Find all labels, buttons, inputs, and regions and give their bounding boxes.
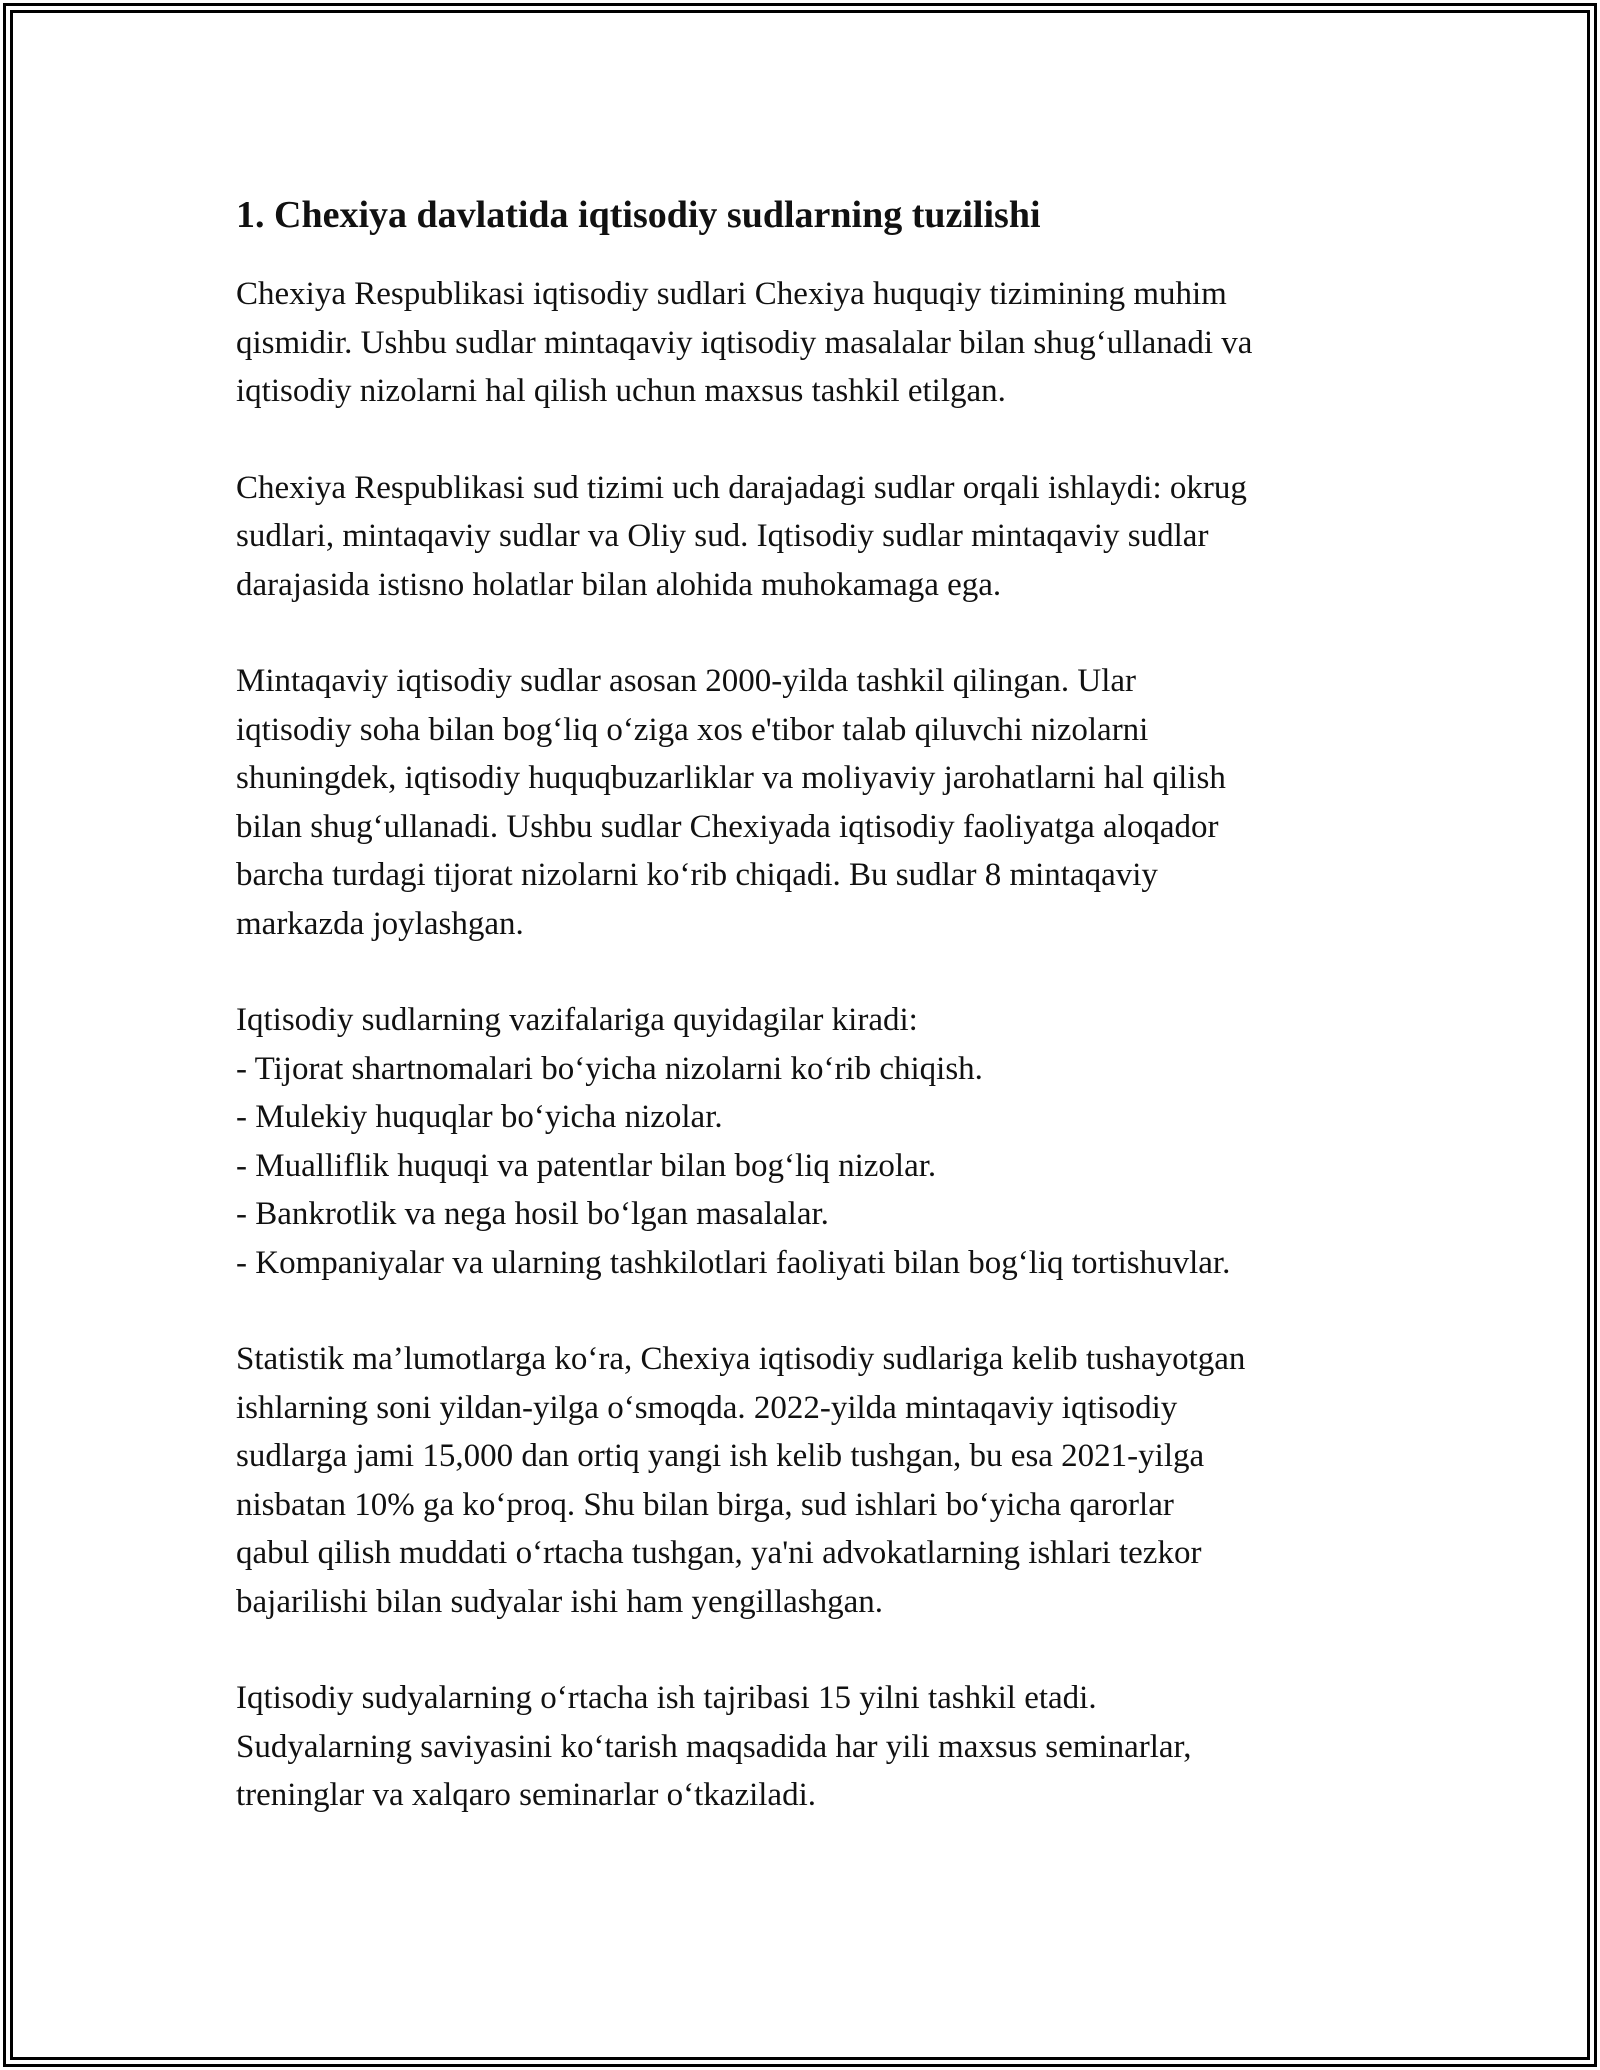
list-item: - Kompaniyalar va ularning tashkilotlari faoliyati bilan bog‘liq tortishuvlar.	[236, 1244, 1231, 1281]
text-line: darajasida istisno holatlar bilan alohida muhokamaga ega.	[236, 566, 1002, 603]
text-line: barcha turdagi tijorat nizolarni ko‘rib chiqadi. Bu sudlar 8 mintaqaviy	[236, 857, 1158, 893]
text-line: treninglar va xalqaro seminarlar o‘tkaziladi.	[236, 1777, 816, 1813]
text-line: Sudyalarning saviyasini ko‘tarish maqsadida har yili maxsus seminarlar,	[236, 1728, 1192, 1765]
text-line: Iqtisodiy sudyalarning o‘rtacha ish tajribasi 15 yilni tashkil etadi.	[236, 1680, 1097, 1716]
text-line: qismidir. Ushbu sudlar mintaqaviy iqtisodiy masalalar bilan shug‘ullanadi va	[236, 324, 1253, 361]
text-line: qabul qilish muddati o‘rtacha tushgan, ya'ni advokatlarning ishlari tezkor	[236, 1535, 1202, 1571]
list-item: - Mualliflik huquqi va patentlar bilan bog‘liq nizolar.	[236, 1147, 937, 1184]
paragraph-statistics	[236, 1335, 1386, 1626]
document-body	[236, 186, 1386, 1868]
text-line: Statistik ma’lumotlarga ko‘ra, Chexiya iqtisodiy sudlariga kelib tushayotgan	[236, 1341, 1246, 1377]
paragraph-court-system	[236, 464, 1386, 610]
text-line: shuningdek, iqtisodiy huquqbuzarliklar va moliyaviy jarohatlarni hal qilish	[236, 760, 1226, 796]
section-title: 1. Chexiya davlatida iqtisodiy sudlarning tuzilishi	[236, 194, 1041, 236]
list-item: - Tijorat shartnomalari bo‘yicha nizolarni ko‘rib chiqish.	[236, 1050, 983, 1087]
text-line: markazda joylashgan.	[236, 905, 524, 942]
list-item: - Bankrotlik va nega hosil bo‘lgan masalalar.	[236, 1196, 829, 1232]
text-line: Chexiya Respublikasi iqtisodiy sudlari Chexiya huquqiy tizimining muhim	[236, 276, 1227, 312]
paragraph-court-tasks-list	[236, 996, 1386, 1287]
text-line: bajarilishi bilan sudyalar ishi ham yengillashgan.	[236, 1583, 884, 1620]
paragraph-judges-experience	[236, 1674, 1386, 1820]
text-line: bilan shug‘ullanadi. Ushbu sudlar Chexiyada iqtisodiy faoliyatga aloqador	[236, 808, 1219, 845]
list-heading: Iqtisodiy sudlarning vazifalariga quyidagilar kiradi:	[236, 1002, 918, 1038]
text-line: ishlarning soni yildan-yilga o‘smoqda. 2022-yilda mintaqaviy iqtisodiy	[236, 1389, 1178, 1426]
text-line: iqtisodiy soha bilan bog‘liq o‘ziga xos e'tibor talab qiluvchi nizolarni	[236, 711, 1149, 748]
text-line: sudlarga jami 15,000 dan ortiq yangi ish kelib tushgan, bu esa 2021-yilga	[236, 1438, 1205, 1474]
list-item: - Mulekiy huquqlar bo‘yicha nizolar.	[236, 1099, 723, 1135]
text-line: nisbatan 10% ga ko‘proq. Shu bilan birga, sud ishlari bo‘yicha qarorlar	[236, 1486, 1174, 1523]
paragraph-intro	[236, 270, 1386, 416]
text-line: sudlari, mintaqaviy sudlar va Oliy sud. Iqtisodiy sudlar mintaqaviy sudlar	[236, 518, 1209, 554]
paragraph-regional-courts	[236, 657, 1386, 948]
text-line: iqtisodiy nizolarni hal qilish uchun maxsus tashkil etilgan.	[236, 373, 1006, 409]
text-line: Mintaqaviy iqtisodiy sudlar asosan 2000-yilda tashkil qilingan. Ular	[236, 663, 1137, 699]
text-line: Chexiya Respublikasi sud tizimi uch darajadagi sudlar orqali ishlaydi: okrug	[236, 469, 1247, 506]
